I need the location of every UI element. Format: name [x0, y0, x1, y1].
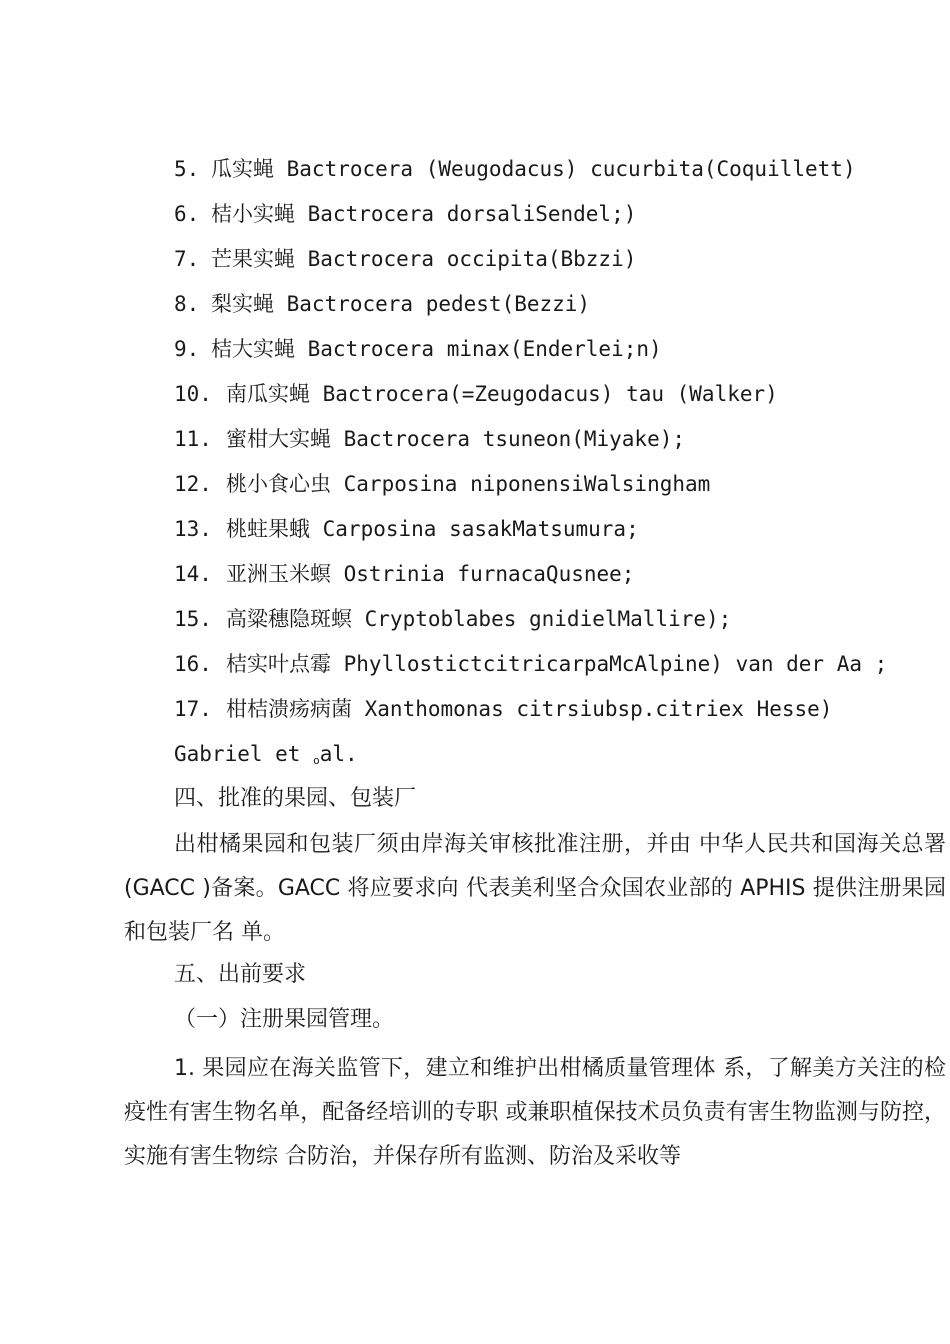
item-text: 桃蛀果蛾 Carposina sasakMatsumura; — [226, 517, 639, 541]
item-number: 10. — [174, 382, 212, 406]
list-continuation: Gabriel et oal. — [174, 742, 358, 767]
section-heading-5: 五、出前要求 — [174, 962, 307, 987]
item-number: 5. — [174, 157, 200, 181]
list-item — [174, 557, 946, 602]
section-heading-4: 四、批准的果园、包装厂 — [174, 786, 417, 811]
list-item — [174, 647, 946, 692]
item-number: 12. — [174, 472, 212, 496]
item-number: 8. — [174, 292, 200, 316]
item-text: 柑桔溃疡病菌 Xanthomonas citrsiubsp.citriex Hesse) — [226, 697, 833, 721]
list-item — [174, 692, 946, 737]
list-item — [174, 422, 946, 467]
section-4-paragraph: 出柑橘果园和包装厂须由岸海关审核批准注册，并由 中华人民共和国海关总署(GACC )备案。GACC 将应要求向 代表美利坚合众国农业部的 APHIS 提供注册果园和包装厂名 单。 — [124, 832, 946, 945]
list-item — [174, 332, 946, 377]
item-text: 瓜实蝇 Bactrocera (Weugodacus) cucurbita(Coquillett) — [211, 157, 856, 181]
list-item — [174, 377, 946, 422]
pest-list — [174, 152, 946, 737]
list-item — [174, 287, 946, 332]
list-item — [174, 152, 946, 197]
list-item — [174, 602, 946, 647]
item-number: 14. — [174, 562, 212, 586]
item-text: 桃小食心虫 Carposina niponensiWalsingham — [226, 472, 711, 496]
item-text: 桔实叶点霉 PhyllostictcitricarpaMcAlpine) van der Aa ; — [226, 652, 888, 676]
item-number: 9. — [174, 337, 200, 361]
item-number: 16. — [174, 652, 212, 676]
item-text: 南瓜实蝇 Bactrocera(=Zeugodacus) tau (Walker) — [226, 382, 778, 406]
item-text: 桔大实蝇 Bactrocera minax(Enderlei;n) — [211, 337, 662, 361]
subsection-heading: （一）注册果园管理。 — [174, 1007, 395, 1032]
list-item — [174, 242, 946, 287]
item-number: 11. — [174, 427, 212, 451]
item-text: 梨实蝇 Bactrocera pedest(Bezzi) — [211, 292, 591, 316]
item-number: 6. — [174, 202, 200, 226]
item-text: 芒果实蝇 Bactrocera occipita(Bbzzi) — [211, 247, 637, 271]
item-text: 桔小实蝇 Bactrocera dorsaliSendel;) — [211, 202, 637, 226]
item-text: 亚洲玉米螟 Ostrinia furnacaQusnee; — [226, 562, 635, 586]
item-number: 13. — [174, 517, 212, 541]
item-number: 17. — [174, 697, 212, 721]
item-text: 高粱穗隐斑螟 Cryptoblabes gnidielMallire); — [226, 607, 732, 631]
item-number: 15. — [174, 607, 212, 631]
list-item — [174, 197, 946, 242]
section-5-paragraph: 1. 果园应在海关监管下，建立和维护出柑橘质量管理体 系，了解美方关注的检疫性有害生物名单，配备经培训的专职 或兼职植保技术员负责有害生物监测与防控，实施有害生物综 合防治，并保存所有监测、防治及采收等 — [124, 1056, 946, 1169]
list-item — [174, 467, 946, 512]
item-text: 蜜柑大实蝇 Bactrocera tsuneon(Miyake); — [226, 427, 686, 451]
list-item — [174, 512, 946, 557]
item-number: 7. — [174, 247, 200, 271]
